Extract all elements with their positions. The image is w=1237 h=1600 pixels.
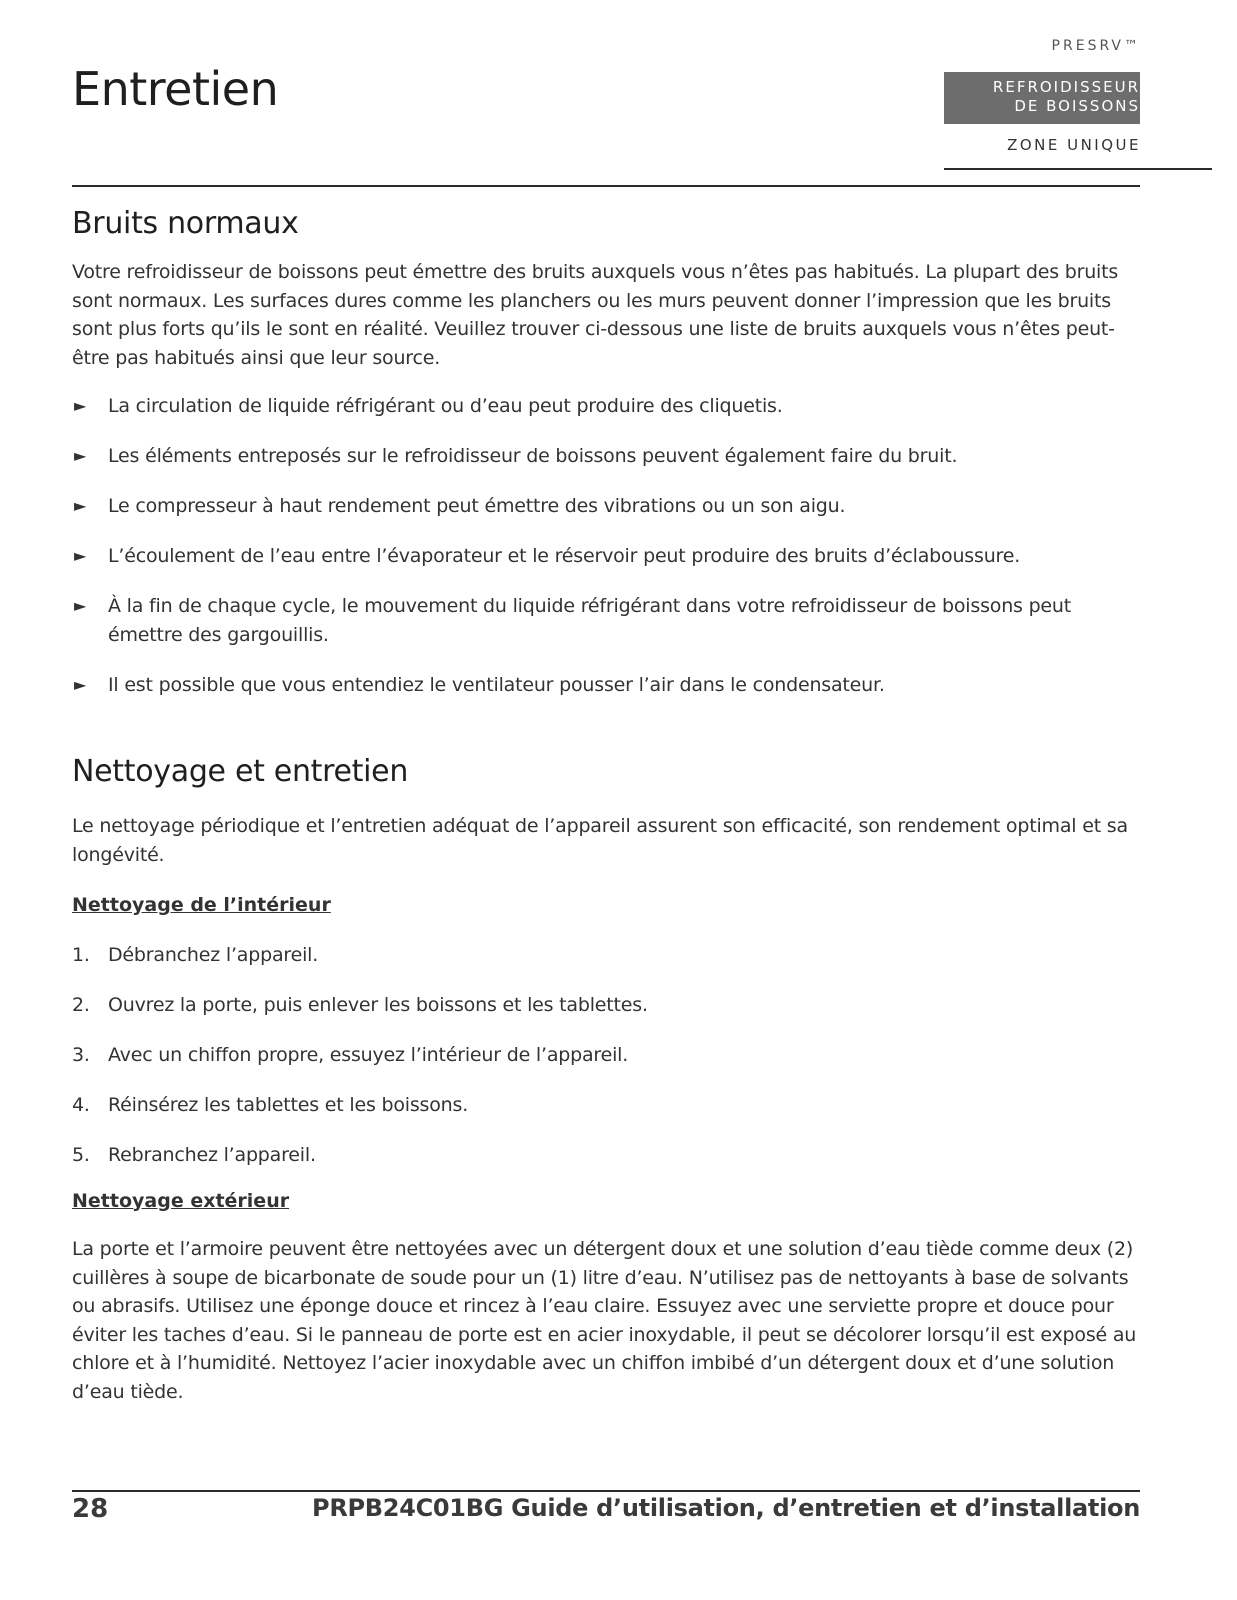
bullet-arrow-icon: ►: [74, 596, 87, 615]
step-number: 3.: [72, 1043, 90, 1066]
step-text: Débranchez l’appareil.: [108, 943, 319, 966]
brand-label: PRESRV™: [1051, 38, 1141, 54]
section-title-cleaning: Nettoyage et entretien: [72, 754, 409, 789]
list-item-text: La circulation de liquide réfrigérant ou d’eau peut produire des cliquetis.: [108, 395, 783, 417]
product-line-2: DE BOISSONS: [1014, 97, 1140, 115]
list-item: [72, 592, 1140, 649]
step-item: [72, 941, 1140, 970]
list-item-text: Le compresseur à haut rendement peut émettre des vibrations ou un son aigu.: [108, 495, 846, 517]
variant-label: ZONE UNIQUE: [1007, 136, 1141, 154]
header-divider: [72, 185, 1140, 187]
step-text: Avec un chiffon propre, essuyez l’intérieur de l’appareil.: [108, 1043, 629, 1066]
section-intro-cleaning: Le nettoyage périodique et l’entretien adéquat de l’appareil assurent son efficacité, son rendement optimal et sa longévité.: [72, 815, 1128, 866]
section-intro-noises: Votre refroidisseur de boissons peut émettre des bruits auxquels vous n’êtes pas habitués. La plupart des bruits sont normaux. Les surfaces dures comme les planchers ou les murs peuvent donner l’impression que les bruits sont plus forts qu’ils le sont en réalité. Veuillez trouver ci-dessous une liste de bruits auxquels vous n’êtes peut-être pas habitués ainsi que leur source.: [72, 261, 1119, 369]
step-number: 5.: [72, 1143, 90, 1166]
list-item: [72, 542, 1140, 571]
list-item-text: L’écoulement de l’eau entre l’évaporateur et le réservoir peut produire des bruits d’éclaboussure.: [108, 545, 1021, 567]
step-text: Réinsérez les tablettes et les boissons.: [108, 1093, 469, 1116]
list-item-text: À la fin de chaque cycle, le mouvement du liquide réfrigérant dans votre refroidisseur de boissons peut émettre des gargouillis.: [108, 595, 1072, 646]
noise-list: [72, 392, 1140, 699]
list-item: [72, 392, 1140, 421]
footer-divider: [72, 1490, 1140, 1492]
list-item-text: Les éléments entreposés sur le refroidisseur de boissons peuvent également faire du bruit.: [108, 445, 958, 467]
step-item: [72, 1041, 1140, 1070]
exterior-cleaning-text: La porte et l’armoire peuvent être nettoyées avec un détergent doux et une solution d’eau tiède comme deux (2) cuillères à soupe de bicarbonate de soude pour un (1) litre d’eau. N’utilisez pas de nettoyants à base de solvants ou abrasifs. Utilisez une éponge douce et rincez à l’eau claire. Essuyez avec une serviette propre et douce pour éviter les taches d’eau. Si le panneau de porte est en acier inoxydable, il peut se décolorer lorsqu’il est exposé au chlore et à l’humidité. Nettoyez l’acier inoxydable avec un chiffon imbibé d’un détergent doux et d’une solution d’eau tiède.: [72, 1238, 1137, 1403]
bullet-arrow-icon: ►: [74, 674, 87, 694]
step-number: 4.: [72, 1093, 90, 1116]
list-item-text: Il est possible que vous entendiez le ventilateur pousser l’air dans le condensateur.: [108, 673, 885, 696]
step-text: Ouvrez la porte, puis enlever les boissons et les tablettes.: [108, 993, 648, 1016]
step-item: [72, 991, 1140, 1020]
footer-document-title: PRPB24C01BG Guide d’utilisation, d’entretien et d’installation: [312, 1494, 1140, 1522]
step-item: [72, 1091, 1140, 1120]
page-title: Entretien: [72, 62, 279, 116]
list-item: [72, 492, 1140, 521]
bullet-arrow-icon: ►: [74, 446, 87, 465]
bullet-arrow-icon: ►: [74, 496, 87, 515]
step-text: Rebranchez l’appareil.: [108, 1143, 316, 1166]
subsection-title-interior: Nettoyage de l’intérieur: [72, 894, 331, 916]
list-item: [72, 671, 1140, 700]
step-number: 1.: [72, 943, 90, 966]
subsection-title-exterior: Nettoyage extérieur: [72, 1189, 290, 1212]
product-category-badge: [944, 72, 1140, 124]
product-line-1: REFROIDISSEUR: [992, 78, 1140, 96]
list-item: [72, 442, 1140, 471]
variant-divider: [944, 168, 1212, 170]
bullet-arrow-icon: ►: [74, 396, 87, 415]
step-item: [72, 1141, 1140, 1170]
bullet-arrow-icon: ►: [74, 546, 87, 565]
section-title-noises: Bruits normaux: [72, 206, 299, 241]
step-number: 2.: [72, 993, 90, 1016]
page-number: 28: [72, 1494, 109, 1524]
page-content: [72, 206, 1140, 1406]
interior-steps-list: [72, 941, 1140, 1170]
